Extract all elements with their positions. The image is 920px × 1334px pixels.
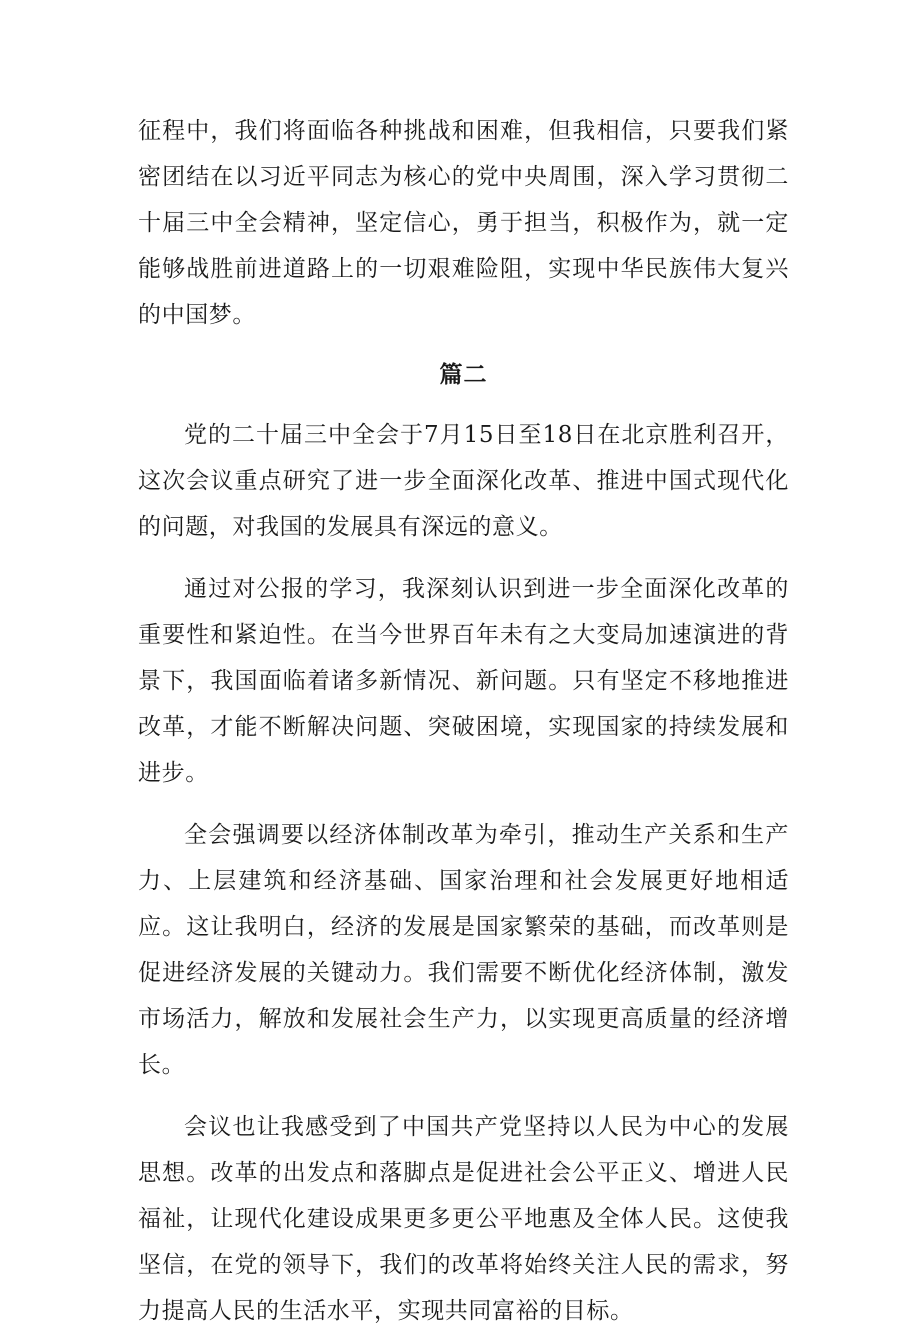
body-paragraph-1: 党的二十届三中全会于7月15日至18日在北京胜利召开，这次会议重点研究了进一步全面深化改革、推进中国式现代化的问题，对我国的发展具有深远的意义。 [138, 422, 789, 540]
continued-paragraph: 征程中，我们将面临各种挑战和困难，但我相信，只要我们紧密团结在以习近平同志为核心的党中央周围，深入学习贯彻二十届三中全会精神，坚定信心，勇于担当，积极作为，就一定能够战胜前进道路上的一切艰难险阻，实现中华民族伟大复兴的中国梦。 [138, 118, 789, 328]
body-paragraph-2: 通过对公报的学习，我深刻认识到进一步全面深化改革的重要性和紧迫性。在当今世界百年未有之大变局加速演进的背景下，我国面临着诸多新情况、新问题。只有坚定不移地推进改革，才能不断解决问题、突破困境，实现国家的持续发展和进步。 [138, 576, 789, 786]
document-page [138, 108, 789, 1334]
body-paragraph-3: 全会强调要以经济体制改革为牵引，推动生产关系和生产力、上层建筑和经济基础、国家治理和社会发展更好地相适应。这让我明白，经济的发展是国家繁荣的基础，而改革则是促进经济发展的关键动力。我们需要不断优化经济体制，激发市场活力，解放和发展社会生产力，以实现更高质量的经济增长。 [138, 822, 789, 1078]
section-title: 篇二 [439, 361, 488, 388]
body-paragraph-4: 会议也让我感受到了中国共产党坚持以人民为中心的发展思想。改革的出发点和落脚点是促进社会公平正义、增进人民福祉，让现代化建设成果更多更公平地惠及全体人民。这使我坚信，在党的领导下，我们的改革将始终关注人民的需求，努力提高人民的生活水平，实现共同富裕的目标。 [138, 1114, 789, 1324]
